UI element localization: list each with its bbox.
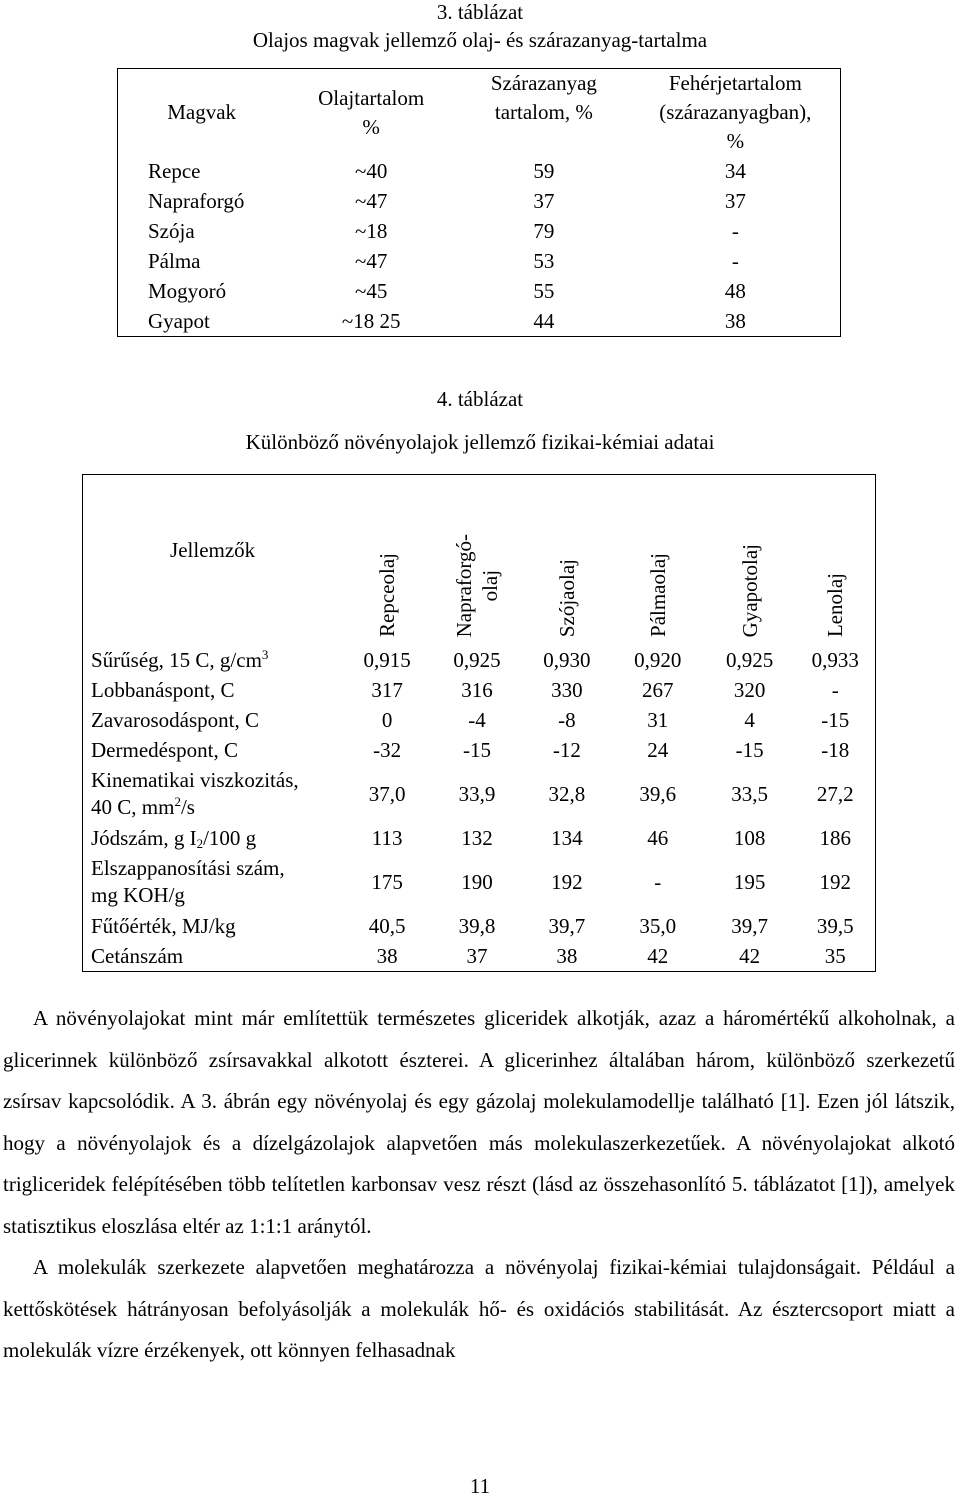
table4-row [83,941,876,972]
column-label-line: Napraforgó- [452,533,477,637]
label-part: 3 [261,647,269,662]
paragraph-1: A növényolajokat mint már említettük természetes gliceridek alkotják, azaz a háromértékű alkoholnak, a glicerinnek különböző zsírsavakkal alkotott észterei. A glicerinhez általában három, különböző szerkezetű zsírsav kapcsolódik. A 3. ábrán egy növényolaj és egy gázolaj molekulamodellje található [1]. Ezen jól látszik, hogy a növényolajok és a dízelgázolajok alapvetően más molekulaszerkezetűek. A növényolajokat alkotó trigliceridek felépítésében több telítetlen karbonsav vesz részt (lásd az összehasonlító 5. táblázatot [1]), amelyek statisztikus eloszlása eltér az 1:1:1 aránytól. [3,1006,955,1238]
table3-cell: 38 [724,309,746,333]
table3-seed-name: Pálma [148,249,201,273]
label-part: /100 g [203,826,257,850]
table4-cell: -32 [373,738,402,762]
table4-cell: 132 [461,826,493,850]
table4-cell: - [831,678,839,702]
table4-row [83,911,876,941]
label-part: Elszappanosítási szám, [91,856,285,880]
table3-row [118,186,841,216]
table4-cell: 134 [551,826,583,850]
table4-cell: 33,5 [731,782,768,806]
table4-cell: 192 [819,870,852,894]
table4-row-label [83,941,343,972]
table4-cell: -18 [821,738,850,762]
table3-cell: 34 [724,159,746,183]
table4-cell: 175 [371,870,403,894]
table3-cell: 59 [533,159,555,183]
header-line: Olajtartalom [318,85,425,110]
table4-number: 4. táblázat [436,387,524,411]
column-label: Repceolaj [375,553,400,637]
table4-cell: 113 [371,826,403,850]
table4-row-label [83,911,343,941]
table4-cell: 40,5 [368,914,406,938]
table4-row-label [83,705,343,735]
table4-cell: 0,933 [811,648,859,672]
table4-cell: 27,2 [816,782,854,806]
table4-title: Különböző növényolajok jellemző fizikai-kémiai adatai [245,430,715,454]
label-part: 2 [196,836,204,851]
table4-cell: 39,6 [639,782,677,806]
table3-cell: 44 [533,309,555,333]
table3-header-row [118,69,841,157]
table4-cell: 0,930 [543,648,591,672]
label-part: 2 [174,794,181,809]
table4-cell: 317 [371,678,403,702]
table3-cell: ~18 [354,219,388,243]
table3-cell: ~45 [354,279,388,303]
table3-cell: - [731,219,739,243]
table4-cell: 35 [824,944,846,968]
table3-cell: 79 [533,219,555,243]
table4-cell: 39,7 [731,914,768,938]
table4-row [83,645,876,675]
page-number: 11 [469,1474,491,1498]
table4-cell: 38 [556,944,578,968]
table4-cell: -8 [558,708,576,732]
table3-row [118,156,841,186]
table4-row [83,735,876,765]
table4-cell: 38 [376,944,398,968]
table3-cell: 48 [724,279,746,303]
column-label [451,534,503,637]
label-part: Lobbanáspont, C [91,678,235,702]
table4-cell: 267 [642,678,674,702]
table4-cell: -15 [735,738,764,762]
table4-cell: 46 [647,826,669,850]
table3-cell: 55 [533,279,555,303]
table4-cell: 186 [819,826,852,850]
label-part: 40 C, mm [91,795,175,819]
table4-cell: 39,7 [548,914,586,938]
table4-cell: 39,8 [458,914,496,938]
table4-cell: 4 [744,708,755,732]
table4-cell: 0 [381,708,393,732]
table4-cell: -12 [552,738,581,762]
table4-row-label [83,823,343,853]
label-part: Dermedéspont, C [91,738,238,762]
table4-cell: 320 [733,678,766,702]
label-part: /s [180,795,195,819]
table3-row [118,276,841,306]
table4-cell: 35,0 [639,914,677,938]
table3-cell: 53 [533,249,555,273]
table4-row-label [83,765,343,823]
body-text [3,998,955,1372]
table3-seed-name: Napraforgó [148,189,245,213]
table4-cell: 24 [647,738,669,762]
table4-row [83,853,876,911]
table4-cell: 33,9 [458,782,496,806]
table3-row [118,216,841,246]
label-part: mg KOH/g [91,883,185,907]
table3-title: Olajos magvak jellemző olaj- és szárazanyag-tartalma [252,28,708,52]
table4-row-label [83,735,343,765]
table4-row [83,705,876,735]
table4-corner: Jellemzők [170,538,256,562]
header-line: % [362,114,380,139]
table4-cell: 190 [461,870,493,894]
table4-col-gyapot [704,475,796,646]
table4-cell: 0,925 [726,648,774,672]
table4-col-len [796,475,876,646]
table4-cell: 192 [551,870,583,894]
table4-cell: 42 [647,944,669,968]
table4-cell: - [654,870,662,894]
header-line: tartalom, % [494,100,593,124]
column-label: Lenolaj [823,572,848,637]
table4-col-repce [342,475,432,646]
table4-col-szoja [522,475,612,646]
table3-row [118,246,841,276]
table4-row [83,823,876,853]
table4-cell: 37 [466,944,488,968]
table3-header-magvak: Magvak [167,100,237,124]
table4-cell: 195 [733,870,766,894]
table4-cell: -15 [821,708,850,732]
table4-col-napraforgo [432,475,522,646]
table4-col-palma [612,475,704,646]
table4-row-label [83,645,343,675]
table3-cell: ~18 25 [341,309,401,333]
table3-header-olaj [285,69,457,157]
table3-row [118,306,841,337]
table3-cell: - [731,249,739,273]
table3-cell: ~40 [354,159,388,183]
label-part: Kinematikai viszkozitás, [91,768,299,792]
table4-header-row [83,475,876,646]
table3-number: 3. táblázat [436,0,524,24]
table3-cell: ~47 [354,189,388,213]
table3-header-szaraz [457,69,631,157]
column-label: Gyapotolaj [737,543,762,637]
table4-cell: 42 [739,944,761,968]
table4-cell: 37,0 [368,782,406,806]
table3-seed-name: Gyapot [148,309,210,333]
table4-cell: -15 [463,738,492,762]
header-line: % [726,129,745,153]
table3-seed-name: Mogyoró [148,279,227,303]
table4-cell: -4 [468,708,486,732]
table4-cell: 0,915 [363,648,411,672]
table3-cell: ~47 [354,249,388,273]
header-line: Fehérjetartalom [668,71,802,95]
table3-seed-name: Szója [148,219,195,243]
table4-cell: 330 [551,678,583,702]
table4-cell: 316 [461,678,493,702]
table4-row [83,675,876,705]
table4-cell: 39,5 [816,914,854,938]
table4-cell: 0,925 [453,648,501,672]
label-part: Zavarosodáspont, C [91,708,259,732]
table3 [117,68,841,337]
table4-cell: 0,920 [634,648,682,672]
header-line: (szárazanyagban), [659,100,812,124]
table4-row [83,765,876,823]
paragraph-2: A molekulák szerkezete alapvetően meghatározza a növényolaj fizikai-kémiai tulajdonságait. Például a kettőskötések hátrányosan befolyásolják a molekulák hő- és oxidációs stabilitását. Az észtercsoport miatt a molekulák vízre érzékenyek, ott könnyen felhasadnak [3,1255,955,1362]
label-part: Sűrűség, 15 C, g/cm [91,648,262,672]
table3-seed-name: Repce [148,159,201,183]
label-part: Fűtőérték, MJ/kg [91,914,236,938]
table4-row-label [83,675,343,705]
table4-cell: 31 [647,708,669,732]
header-line: Szárazanyag [490,71,597,95]
table4 [82,474,876,972]
table3-cell: 37 [533,189,555,213]
table4-cell: 108 [733,826,766,850]
table4-cell: 32,8 [548,782,586,806]
table3-header-feherje [631,69,841,157]
label-part: Cetánszám [91,944,184,968]
column-label: Pálmaolaj [645,553,670,637]
table3-cell: 37 [724,189,746,213]
column-label: Szójaolaj [554,558,579,637]
column-label-line: olaj [478,569,503,602]
label-part: Jódszám, g I [91,826,197,850]
table4-row-label [83,853,343,911]
